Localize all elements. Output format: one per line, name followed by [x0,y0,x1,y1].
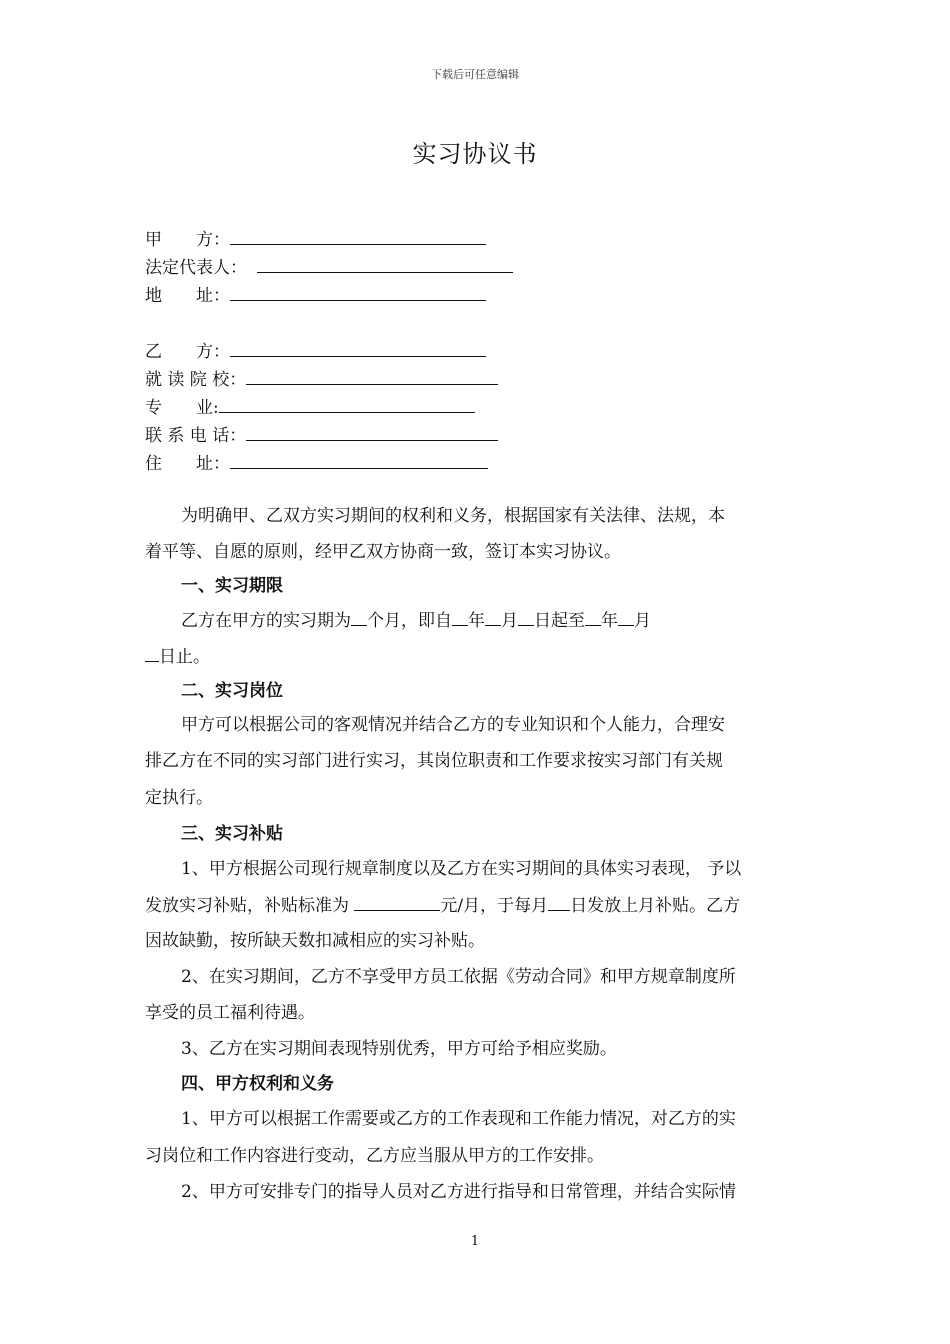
party-a-name-field [145,226,486,251]
term-text-6: 年 [601,611,618,631]
end-year-blank [585,609,601,626]
intro-line-1: 为明确甲、乙双方实习期间的权利和义务，根据国家有关法律、法规，本 [181,506,725,526]
section-3-p3-line-1: 3、乙方在实习期间表现特别优秀，甲方可给予相应奖励。 [181,1039,617,1059]
party-b-major-blank [219,394,475,413]
party-b-name-blank [230,338,486,357]
term-text-2: 个月，即自 [367,611,452,631]
party-a-address-field [145,282,486,307]
party-b-major-field [145,394,475,419]
section-3-p1-line-2 [145,894,740,917]
section-2-heading: 二、实习岗位 [181,681,283,701]
party-b-name-label: 乙 方： [145,342,230,362]
party-a-rep-blank [257,254,513,273]
party-b-major-label: 专 业: [145,398,219,418]
term-text-1: 乙方在甲方的实习期为 [181,611,351,631]
section-3-heading: 三、实习补贴 [181,824,283,844]
section-4-p1-line-1: 1、甲方可以根据工作需要或乙方的工作表现和工作能力情况，对乙方的实 [181,1109,736,1129]
end-month-blank [618,609,634,626]
start-day-blank [518,609,534,626]
section-1-line-2 [145,645,210,668]
subsidy-text-1: 发放实习补贴，补贴标准为 [145,896,355,916]
section-2-line-3: 定执行。 [145,788,213,808]
party-a-name-blank [230,226,486,245]
subsidy-amount-blank [354,894,440,911]
party-b-phone-blank [246,422,498,441]
start-month-blank [485,609,501,626]
section-3-p2-line-2: 享受的员工福利待遇。 [145,1003,315,1023]
party-b-address-label: 住 址： [145,454,230,474]
party-a-rep-label: 法定代表人： [145,258,247,278]
term-text-7: 月 [634,611,651,631]
party-b-school-field [145,366,498,391]
pay-day-blank [548,894,570,911]
section-2-line-2: 排乙方在不同的实习部门进行实习，其岗位职责和工作要求按实习部门有关规 [145,751,723,771]
term-text-8: 日止。 [159,647,210,667]
party-a-name-label: 甲 方： [145,230,230,250]
party-b-phone-label: 联 系 电 话： [145,426,247,446]
party-b-address-field [145,450,488,475]
party-b-address-blank [230,450,488,469]
subsidy-text-3: 日发放上月补贴。乙方 [570,896,741,916]
section-2-line-1: 甲方可以根据公司的客观情况并结合乙方的专业知识和个人能力，合理安 [181,715,725,735]
term-text-4: 月 [501,611,518,631]
section-3-p1-line-1: 1、甲方根据公司现行规章制度以及乙方在实习期间的具体实习表现， 予以 [181,859,742,879]
page-number: 1 [470,1234,480,1249]
months-blank [351,609,367,626]
section-1-heading: 一、实习期限 [181,576,283,596]
subsidy-text-2: 元/月，于每月 [440,896,549,916]
party-a-rep-field [145,254,513,279]
section-4-heading: 四、甲方权利和义务 [181,1074,334,1094]
party-b-school-blank [246,366,498,385]
header-note: 下载后可任意编辑 [431,68,519,81]
end-day-blank [145,645,159,662]
section-3-p2-line-1: 2、在实习期间，乙方不享受甲方员工依据《劳动合同》和甲方规章制度所 [181,967,736,987]
section-3-p1-line-3: 因故缺勤，按所缺天数扣减相应的实习补贴。 [145,931,485,951]
section-1-line-1 [181,609,651,632]
party-a-address-label: 地 址： [145,286,230,306]
party-b-school-label: 就 读 院 校： [145,370,247,390]
party-b-phone-field [145,422,498,447]
section-4-p1-line-2: 习岗位和工作内容进行变动，乙方应当服从甲方的工作安排。 [145,1146,604,1166]
page-title: 实习协议书 [412,140,538,168]
term-text-3: 年 [468,611,485,631]
intro-line-2: 着平等、自愿的原则，经甲乙双方协商一致，签订本实习协议。 [145,542,621,562]
party-b-name-field [145,338,486,363]
start-year-blank [452,609,468,626]
term-text-5: 日起至 [534,611,585,631]
section-4-p2-line-1: 2、甲方可安排专门的指导人员对乙方进行指导和日常管理，并结合实际情 [181,1182,736,1202]
party-a-address-blank [230,282,486,301]
